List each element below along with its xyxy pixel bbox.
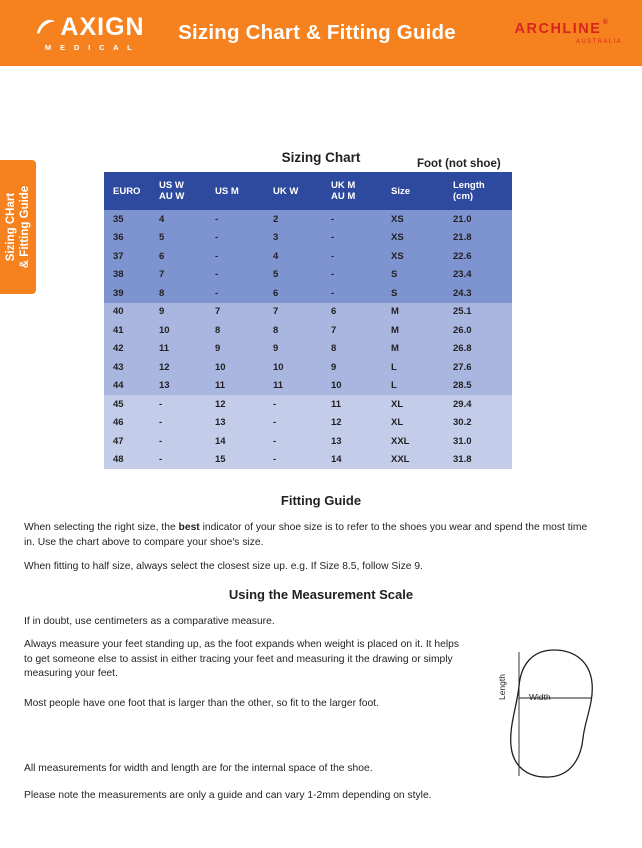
page-title: Sizing Chart & Fitting Guide <box>178 21 456 44</box>
cell-us-w: 13 <box>150 377 206 396</box>
cell-us-m: 12 <box>206 395 264 414</box>
column-header-uk-m: UK M AU M <box>322 172 382 210</box>
cell-uk-m: 11 <box>322 395 382 414</box>
table-row <box>104 358 512 377</box>
table-row <box>104 395 512 414</box>
sizing-chart-title: Sizing Chart <box>281 150 361 165</box>
cell-uk-w: 9 <box>264 340 322 359</box>
cell-length: 27.6 <box>444 358 512 377</box>
cell-size: S <box>382 266 444 285</box>
cell-length: 24.3 <box>444 284 512 303</box>
cell-uk-m: 14 <box>322 451 382 470</box>
table-row <box>104 377 512 396</box>
cell-us-m: 13 <box>206 414 264 433</box>
cell-us-m: - <box>206 284 264 303</box>
cell-uk-m: 10 <box>322 377 382 396</box>
column-header-euro: EURO <box>104 172 150 210</box>
cell-euro: 47 <box>104 432 150 451</box>
column-header-us-m: US M <box>206 172 264 210</box>
cell-us-w: 6 <box>150 247 206 266</box>
cell-uk-m: 9 <box>322 358 382 377</box>
table-row <box>104 321 512 340</box>
side-tab-line1: Sizing CHart <box>5 192 17 262</box>
archline-logo <box>492 21 642 45</box>
measurement-paragraph-2: Always measure your feet standing up, as the foot expands when weight is placed on it. It helps to get someone else to assist in either tracing your feet and measuring it the drawing or simply measuring your feet. <box>24 639 460 679</box>
cell-euro: 48 <box>104 451 150 470</box>
table-row <box>104 432 512 451</box>
column-header-uk-w: UK W <box>264 172 322 210</box>
cell-us-w: 4 <box>150 210 206 229</box>
cell-euro: 46 <box>104 414 150 433</box>
cell-length: 30.2 <box>444 414 512 433</box>
measurement-paragraph-4: All measurements for width and length are for the internal space of the shoe. <box>24 763 373 774</box>
cell-length: 31.0 <box>444 432 512 451</box>
cell-us-m: - <box>206 210 264 229</box>
fitting-guide-p1-pre: When selecting the right size, the <box>24 522 179 533</box>
side-tab-line2: & Fitting Guide <box>19 185 31 269</box>
diagram-length-label: Length <box>497 674 507 700</box>
cell-euro: 35 <box>104 210 150 229</box>
cell-euro: 39 <box>104 284 150 303</box>
table-row <box>104 247 512 266</box>
cell-uk-w: - <box>264 432 322 451</box>
cell-us-m: 14 <box>206 432 264 451</box>
cell-uk-m: - <box>322 266 382 285</box>
cell-us-m: 10 <box>206 358 264 377</box>
cell-us-w: - <box>150 451 206 470</box>
table-row <box>104 210 512 229</box>
cell-uk-m: 6 <box>322 303 382 322</box>
archline-wordmark <box>514 19 610 37</box>
cell-length: 28.5 <box>444 377 512 396</box>
cell-uk-m: - <box>322 247 382 266</box>
cell-uk-w: 4 <box>264 247 322 266</box>
measurement-paragraph-1: If in doubt, use centimeters as a comparative measure. <box>24 616 275 627</box>
cell-length: 21.0 <box>444 210 512 229</box>
cell-euro: 45 <box>104 395 150 414</box>
column-header-size: Size <box>382 172 444 210</box>
cell-size: L <box>382 358 444 377</box>
swoosh-icon <box>35 16 57 38</box>
diagram-width-label: Width <box>529 692 551 702</box>
cell-euro: 42 <box>104 340 150 359</box>
cell-uk-m: 8 <box>322 340 382 359</box>
cell-size: XXL <box>382 432 444 451</box>
table-row <box>104 414 512 433</box>
table-row <box>104 229 512 248</box>
cell-uk-m: - <box>322 210 382 229</box>
cell-euro: 40 <box>104 303 150 322</box>
measurement-paragraph-3: Most people have one foot that is larger than the other, so fit to the larger foot. <box>24 698 379 709</box>
cell-size: XL <box>382 414 444 433</box>
cell-uk-m: 7 <box>322 321 382 340</box>
cell-uk-w: 3 <box>264 229 322 248</box>
cell-size: S <box>382 284 444 303</box>
registered-trademark-icon: ® <box>602 19 610 26</box>
sizing-chart-head <box>104 172 512 210</box>
cell-uk-w: 2 <box>264 210 322 229</box>
cell-euro: 44 <box>104 377 150 396</box>
cell-uk-w: - <box>264 395 322 414</box>
sizing-chart-table <box>104 172 512 469</box>
cell-uk-w: 7 <box>264 303 322 322</box>
sizing-chart-header-row <box>104 172 512 210</box>
fitting-guide-paragraph-2: When fitting to half size, always select the closest size up. e.g. If Size 8.5, follow Size 9. <box>24 561 423 572</box>
cell-uk-m: 13 <box>322 432 382 451</box>
archline-name: ARCHLINE <box>514 21 602 37</box>
foot-outline-diagram <box>497 646 607 782</box>
cell-size: XXL <box>382 451 444 470</box>
fitting-guide-p1-post: indicator of your shoe size is to refer to the shoes you wear and spend the most time in. Use the chart above to compare your shoe's size. <box>24 522 588 548</box>
cell-uk-w: - <box>264 451 322 470</box>
cell-uk-w: 10 <box>264 358 322 377</box>
cell-us-m: - <box>206 266 264 285</box>
cell-us-m: 15 <box>206 451 264 470</box>
cell-length: 23.4 <box>444 266 512 285</box>
cell-us-m: - <box>206 229 264 248</box>
cell-us-w: - <box>150 414 206 433</box>
cell-us-w: 8 <box>150 284 206 303</box>
cell-uk-m: 12 <box>322 414 382 433</box>
cell-size: M <box>382 340 444 359</box>
cell-us-m: 7 <box>206 303 264 322</box>
cell-euro: 38 <box>104 266 150 285</box>
cell-us-w: 11 <box>150 340 206 359</box>
column-header-us-w: US W AU W <box>150 172 206 210</box>
axign-subtitle: M E D I C A L <box>44 42 136 52</box>
cell-size: M <box>382 321 444 340</box>
cell-us-m: 11 <box>206 377 264 396</box>
cell-length: 26.8 <box>444 340 512 359</box>
side-tab <box>0 160 36 294</box>
cell-size: XL <box>382 395 444 414</box>
table-row <box>104 303 512 322</box>
cell-size: XS <box>382 247 444 266</box>
axign-name: AXIGN <box>60 12 145 41</box>
cell-uk-w: - <box>264 414 322 433</box>
fitting-guide-title: Fitting Guide <box>280 493 362 508</box>
cell-length: 29.4 <box>444 395 512 414</box>
table-row <box>104 451 512 470</box>
cell-length: 26.0 <box>444 321 512 340</box>
cell-size: L <box>382 377 444 396</box>
cell-us-w: 10 <box>150 321 206 340</box>
cell-size: XS <box>382 210 444 229</box>
table-row <box>104 284 512 303</box>
column-header-length: Length (cm) <box>444 172 512 210</box>
foot-not-shoe-note: Foot (not shoe) <box>417 158 501 170</box>
side-tab-label <box>4 162 32 292</box>
cell-uk-w: 6 <box>264 284 322 303</box>
cell-length: 21.8 <box>444 229 512 248</box>
axign-wordmark <box>35 12 145 41</box>
cell-us-m: 9 <box>206 340 264 359</box>
cell-euro: 37 <box>104 247 150 266</box>
cell-size: XS <box>382 229 444 248</box>
sizing-chart-body <box>104 210 512 469</box>
cell-euro: 41 <box>104 321 150 340</box>
cell-us-w: 5 <box>150 229 206 248</box>
cell-us-w: 12 <box>150 358 206 377</box>
cell-us-w: 7 <box>150 266 206 285</box>
cell-uk-m: - <box>322 229 382 248</box>
table-row <box>104 266 512 285</box>
cell-uk-w: 8 <box>264 321 322 340</box>
cell-uk-w: 11 <box>264 377 322 396</box>
cell-uk-m: - <box>322 284 382 303</box>
cell-uk-w: 5 <box>264 266 322 285</box>
measurement-scale-title: Using the Measurement Scale <box>228 587 414 602</box>
cell-length: 22.6 <box>444 247 512 266</box>
table-row <box>104 340 512 359</box>
measurement-paragraph-5: Please note the measurements are only a guide and can vary 1-2mm depending on style. <box>24 790 432 801</box>
cell-us-w: - <box>150 432 206 451</box>
cell-us-w: - <box>150 395 206 414</box>
axign-logo <box>0 12 152 52</box>
cell-size: M <box>382 303 444 322</box>
fitting-guide-paragraph-1 <box>24 521 594 550</box>
cell-us-m: 8 <box>206 321 264 340</box>
cell-length: 25.1 <box>444 303 512 322</box>
page-header <box>0 0 642 66</box>
cell-euro: 36 <box>104 229 150 248</box>
cell-euro: 43 <box>104 358 150 377</box>
cell-length: 31.8 <box>444 451 512 470</box>
cell-us-w: 9 <box>150 303 206 322</box>
fitting-guide-p1-emphasis: best <box>178 522 200 533</box>
cell-us-m: - <box>206 247 264 266</box>
archline-subtitle: AUSTRALIA <box>576 39 622 45</box>
